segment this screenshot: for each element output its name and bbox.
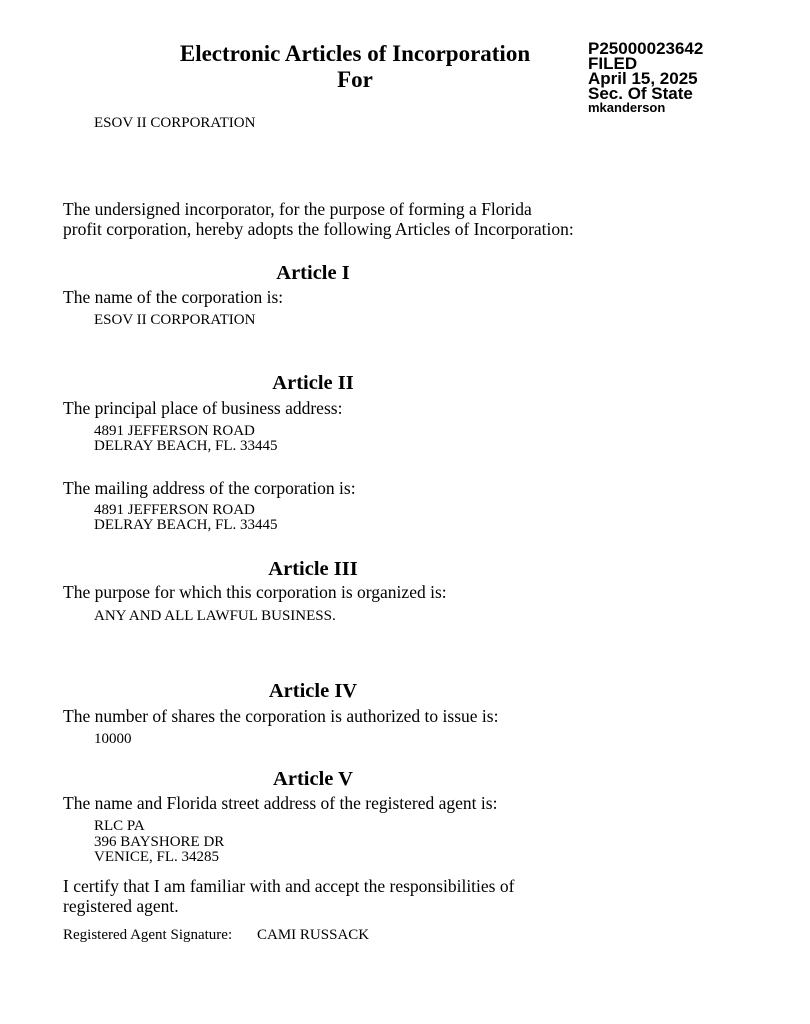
article-2-principal-label: The principal place of business address: [63, 398, 343, 418]
intro-line-2: profit corporation, hereby adopts the following Articles of Incorporation: [63, 219, 574, 239]
document-title: Electronic Articles of Incorporation [179, 41, 531, 66]
company-name: ESOV II CORPORATION [94, 115, 256, 131]
stamp-date: April 15, 2025 [588, 69, 698, 88]
stamp-clerk: mkanderson [588, 100, 666, 115]
article-1-label: The name of the corporation is: [63, 287, 284, 307]
article-2-heading: Article II [272, 372, 354, 394]
article-1-heading: Article I [276, 262, 350, 284]
article-2-mailing-line-1: 4891 JEFFERSON ROAD [94, 502, 255, 518]
article-2-mailing-line-2: DELRAY BEACH, FL. 33445 [94, 517, 278, 533]
stamp-document-number: P25000023642 [588, 39, 704, 58]
article-2-mailing-label: The mailing address of the corporation is: [63, 478, 356, 498]
article-2-principal-line-1: 4891 JEFFERSON ROAD [94, 423, 255, 439]
article-4-value: 10000 [94, 731, 132, 747]
article-1-value: ESOV II CORPORATION [94, 312, 256, 328]
intro-line-1: The undersigned incorporator, for the purpose of forming a Florida [63, 199, 532, 219]
agent-address-line-1: 396 BAYSHORE DR [94, 834, 225, 850]
stamp-office: Sec. Of State [588, 84, 693, 103]
article-5-heading: Article V [273, 768, 353, 790]
article-3-heading: Article III [268, 558, 358, 580]
article-3-value: ANY AND ALL LAWFUL BUSINESS. [94, 608, 336, 624]
certify-line-2: registered agent. [63, 896, 179, 916]
signature-value: CAMI RUSSACK [257, 927, 370, 943]
signature-label: Registered Agent Signature: [63, 927, 233, 943]
stamp-status: FILED [588, 54, 638, 73]
article-4-label: The number of shares the corporation is authorized to issue is: [63, 706, 499, 726]
article-2-principal-line-2: DELRAY BEACH, FL. 33445 [94, 438, 278, 454]
agent-address-line-2: VENICE, FL. 34285 [94, 849, 219, 865]
article-5-label: The name and Florida street address of the registered agent is: [63, 793, 498, 813]
certify-line-1: I certify that I am familiar with and accept the responsibilities of [63, 876, 515, 896]
article-3-label: The purpose for which this corporation is organized is: [63, 582, 447, 602]
article-4-heading: Article IV [268, 680, 358, 702]
agent-name: RLC PA [94, 818, 145, 834]
document-title-for: For [337, 67, 373, 92]
